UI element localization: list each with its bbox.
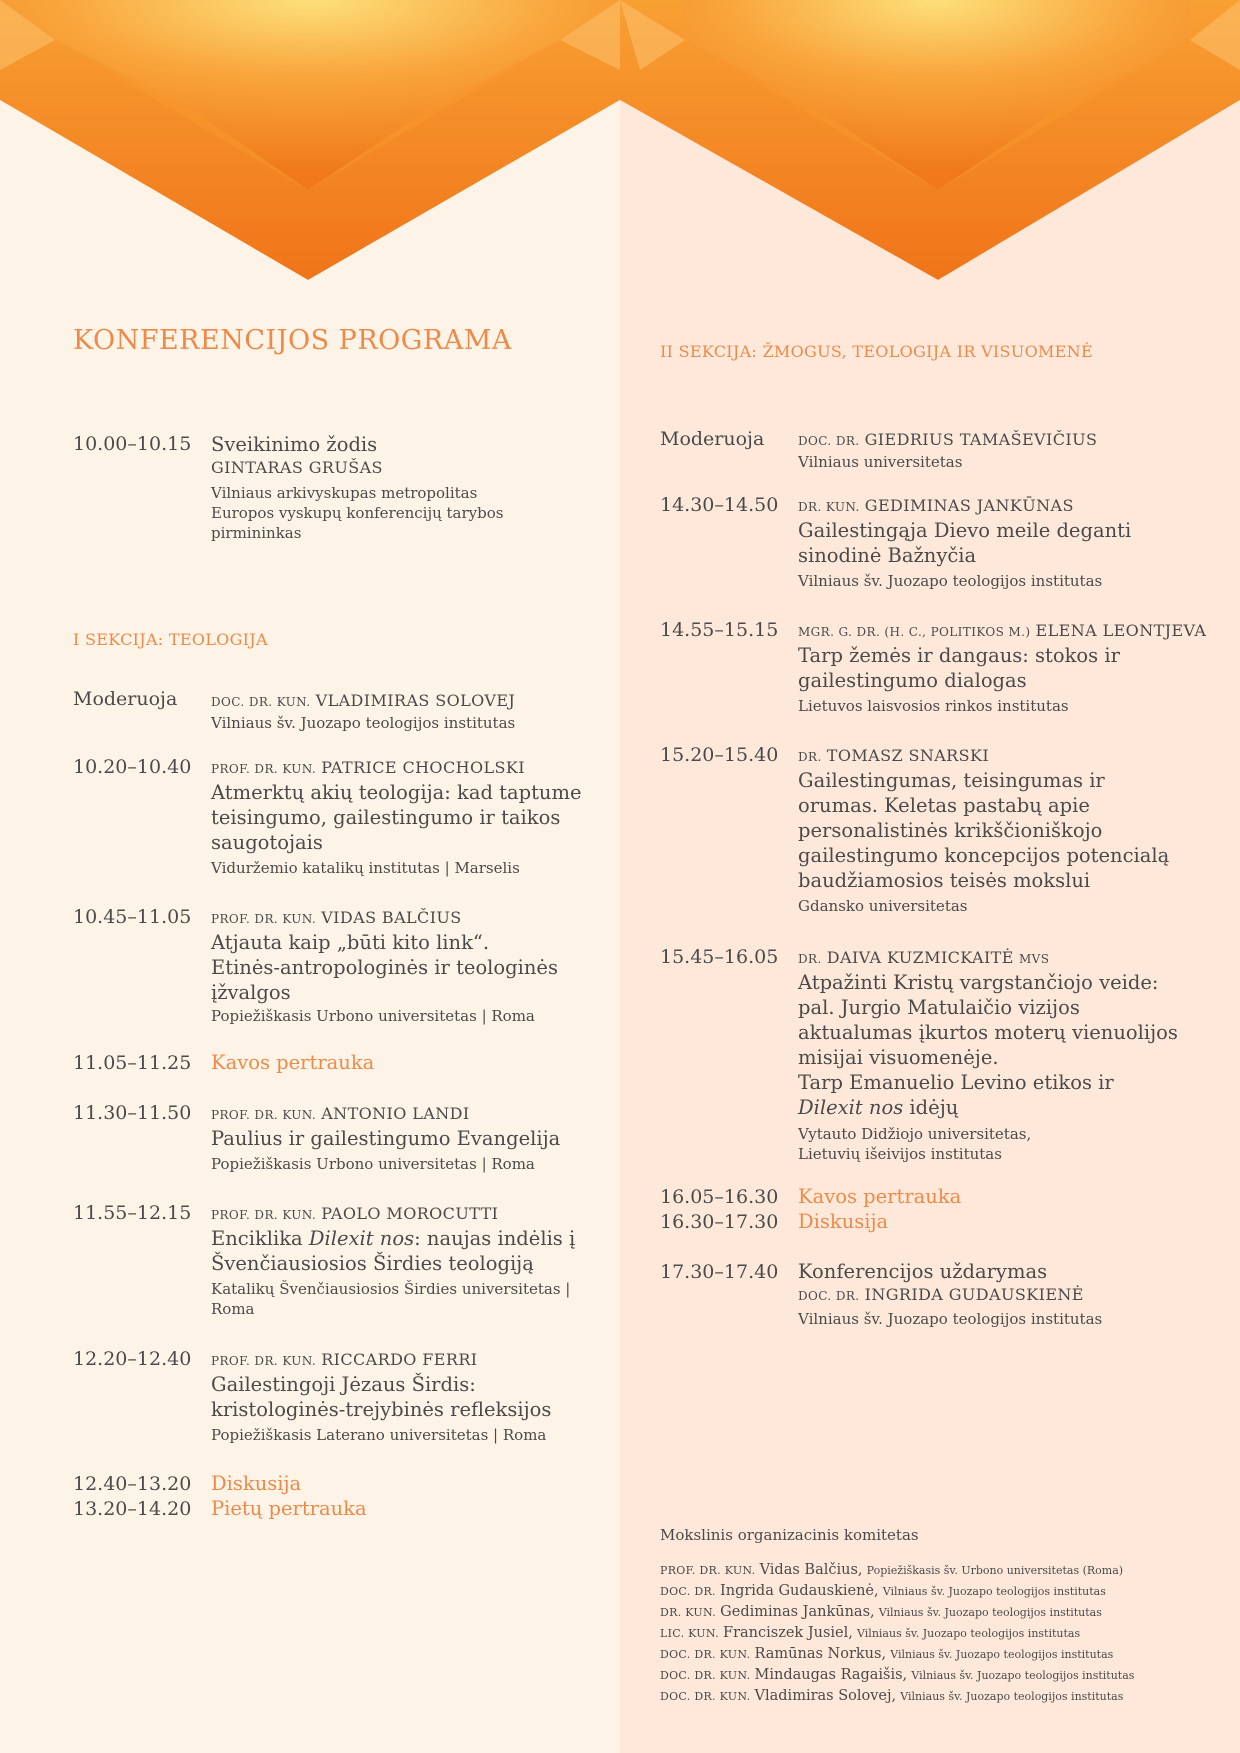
discussion-label: Diskusija [211, 1472, 302, 1495]
talk-speaker: PROF. DR. KUN. PAOLO MOROCUTTI [211, 1204, 499, 1223]
talk-time: 10.45–11.05 [73, 906, 192, 928]
lunch-time: 13.20–14.20 [73, 1498, 192, 1520]
moderator-name: DOC. DR. KUN. VLADIMIRAS SOLOVEJ [211, 691, 516, 710]
welcome-title: Sveikinimo žodis [211, 433, 378, 456]
committee-member: LIC. KUN. Franciszek Jusiel, Vilniaus šv. Juozapo teologijos institutas [660, 1625, 1081, 1641]
closing-time: 17.30–17.40 [660, 1261, 779, 1283]
talk-title-line: Paulius ir gailestingumo Evangelija [211, 1127, 561, 1150]
talk-entry [798, 947, 1218, 1164]
committee-member: PROF. DR. KUN. Vidas Balčius, Popiežiškasis šv. Urbono universitetas (Roma) [660, 1562, 1124, 1578]
decorative-banner [0, 0, 1240, 290]
committee-member: DR. KUN. Gediminas Jankūnas, Vilniaus šv. Juozapo teologijos institutas [660, 1604, 1102, 1620]
talk-institution: Popiežiškasis Urbono universitetas | Roma [211, 1007, 535, 1025]
talk-title-line: Atjauta kaip „būti kito link“. [211, 931, 490, 954]
talk-entry [798, 745, 1218, 916]
moderator-institution: Vilniaus šv. Juozapo teologijos institutas [211, 714, 516, 732]
moderator-institution: Vilniaus universitetas [798, 453, 963, 471]
talk-title-line: Gailestingoji Jėzaus Širdis: [211, 1373, 476, 1396]
talk-entry [211, 757, 631, 878]
committee-member: DOC. DR. Ingrida Gudauskienė, Vilniaus šv. Juozapo teologijos institutas [660, 1583, 1106, 1599]
talk-title-line: Dilexit nos idėjų [798, 1096, 959, 1119]
moderator-entry [211, 690, 631, 733]
talk-title-line: kristologinės-trejybinės refleksijos [211, 1398, 552, 1421]
welcome-role-2: Europos vyskupų konferencijų tarybos [211, 504, 504, 522]
talk-speaker: PROF. DR. KUN. RICCARDO FERRI [211, 1350, 478, 1369]
talk-title-line: teisingumo, gailestingumo ir taikos [211, 806, 561, 829]
discussion-label: Diskusija [798, 1210, 889, 1233]
talk-time: 15.20–15.40 [660, 744, 779, 766]
coffee-break-label: Kavos pertrauka [211, 1051, 375, 1074]
talk-institution: Popiežiškasis Laterano universitetas | Roma [211, 1426, 547, 1444]
talk-speaker: PROF. DR. KUN. VIDAS BALČIUS [211, 908, 462, 927]
talk-title-line: baudžiamosios teisės mokslui [798, 869, 1091, 892]
talk-time: 14.30–14.50 [660, 494, 779, 516]
talk-entry [798, 620, 1218, 716]
section2-heading: II SEKCIJA: ŽMOGUS, TEOLOGIJA IR VISUOMENĖ [660, 342, 1093, 361]
talk-title-line: Tarp Emanuelio Levino etikos ir [798, 1071, 1114, 1094]
lunch-break-label: Pietų pertrauka [211, 1497, 367, 1520]
closing-entry [798, 1259, 1218, 1329]
talk-speaker: DR. DAIVA KUZMICKAITĖ MVS [798, 948, 1050, 967]
talk-title-line: Etinės-antropologinės ir teologinės [211, 956, 558, 979]
talk-title-line: Gailestingąja Dievo meile deganti [798, 519, 1132, 542]
talk-title-line: pal. Jurgio Matulaičio vizijos [798, 996, 1080, 1019]
talk-entry [211, 907, 631, 1026]
talk-title-line: orumas. Keletas pastabų apie [798, 794, 1090, 817]
closing-label: Konferencijos uždarymas [798, 1260, 1048, 1283]
section1-heading: I SEKCIJA: TEOLOGIJA [73, 630, 268, 649]
talk-time: 11.55–12.15 [73, 1202, 192, 1224]
talk-time: 12.20–12.40 [73, 1348, 192, 1370]
moderator-label: Moderuoja [73, 688, 178, 710]
talk-title-line: Atpažinti Kristų vargstančiojo veide: [798, 971, 1159, 994]
committee-member: DOC. DR. KUN. Mindaugas Ragaišis, Vilniaus šv. Juozapo teologijos institutas [660, 1667, 1135, 1683]
talk-speaker: MGR. G. DR. (H. C., POLITIKOS M.) ELENA LEONTJEVA [798, 621, 1207, 640]
talk-institution: Vytauto Didžiojo universitetas, [798, 1125, 1032, 1143]
talk-institution: Katalikų Švenčiausiosios Širdies universitetas | [211, 1280, 571, 1298]
talk-speaker: DR. KUN. GEDIMINAS JANKŪNAS [798, 496, 1074, 515]
talk-institution: Lietuvos laisvosios rinkos institutas [798, 697, 1069, 715]
program-heading: KONFERENCIJOS PROGRAMA [73, 325, 512, 356]
committee-title: Mokslinis organizacinis komitetas [660, 1526, 919, 1544]
talk-time: 11.30–11.50 [73, 1102, 192, 1124]
welcome-speaker: GINTARAS GRUŠAS [211, 458, 383, 477]
talk-title-line: gailestingumo dialogas [798, 669, 1027, 692]
discussion-time: 12.40–13.20 [73, 1473, 192, 1495]
talk-speaker: PROF. DR. KUN. ANTONIO LANDI [211, 1104, 470, 1123]
moderator-entry [798, 429, 1218, 472]
talk-title-line: saugotojais [211, 831, 323, 854]
closing-speaker: DOC. DR. INGRIDA GUDAUSKIENĖ [798, 1285, 1084, 1304]
talk-title-line: Atmerktų akių teologija: kad taptume [211, 781, 582, 804]
talk-institution: Lietuvių išeivijos institutas [798, 1145, 1002, 1163]
talk-speaker: DR. TOMASZ SNARSKI [798, 746, 990, 765]
welcome-role-1: Vilniaus arkivyskupas metropolitas [211, 484, 478, 502]
talk-title-line: Enciklika Dilexit nos: naujas indėlis į [211, 1227, 576, 1250]
talk-entry [211, 1349, 631, 1445]
moderator-name: DOC. DR. GIEDRIUS TAMAŠEVIČIUS [798, 430, 1098, 449]
moderator-label: Moderuoja [660, 428, 765, 450]
talk-title-line: personalistinės krikščioniškojo [798, 819, 1103, 842]
talk-institution: Viduržemio katalikų institutas | Marselis [211, 859, 520, 877]
welcome-role-3: pirmininkas [211, 524, 302, 542]
committee-member: DOC. DR. KUN. Vladimiras Solovej, Vilniaus šv. Juozapo teologijos institutas [660, 1688, 1124, 1704]
committee-block [660, 1525, 1220, 1707]
talk-institution: Popiežiškasis Urbono universitetas | Roma [211, 1155, 535, 1173]
closing-institution: Vilniaus šv. Juozapo teologijos institutas [798, 1310, 1103, 1328]
committee-member: DOC. DR. KUN. Ramūnas Norkus, Vilniaus šv. Juozapo teologijos institutas [660, 1646, 1114, 1662]
coffee-break-label: Kavos pertrauka [798, 1185, 962, 1208]
talk-institution: Gdansko universitetas [798, 897, 968, 915]
break-time: 16.05–16.30 [660, 1186, 779, 1208]
talk-title-line: Gailestingumas, teisingumas ir [798, 769, 1105, 792]
talk-time: 14.55–15.15 [660, 619, 779, 641]
talk-entry [798, 495, 1218, 591]
talk-title-line: sinodinė Bažnyčia [798, 544, 977, 567]
talk-title-line: Tarp žemės ir dangaus: stokos ir [798, 644, 1120, 667]
talk-time: 15.45–16.05 [660, 946, 779, 968]
talk-title-line: gailestingumo koncepcijos potencialą [798, 844, 1170, 867]
discussion-time: 16.30–17.30 [660, 1211, 779, 1233]
talk-title-line: įžvalgos [211, 981, 291, 1004]
talk-title-line: Švenčiausiosios Širdies teologiją [211, 1252, 534, 1275]
talk-time: 10.20–10.40 [73, 756, 192, 778]
talk-entry [211, 1103, 631, 1174]
talk-title-line: misijai visuomenėje. [798, 1046, 999, 1069]
welcome-entry [211, 432, 631, 543]
welcome-time: 10.00–10.15 [73, 433, 192, 455]
talk-entry [211, 1203, 631, 1319]
talk-institution: Vilniaus šv. Juozapo teologijos institutas [798, 572, 1103, 590]
break-time: 11.05–11.25 [73, 1052, 192, 1074]
talk-institution: Roma [211, 1300, 255, 1318]
talk-title-line: aktualumas įkurtos moterų vienuolijos [798, 1021, 1178, 1044]
talk-speaker: PROF. DR. KUN. PATRICE CHOCHOLSKI [211, 758, 525, 777]
